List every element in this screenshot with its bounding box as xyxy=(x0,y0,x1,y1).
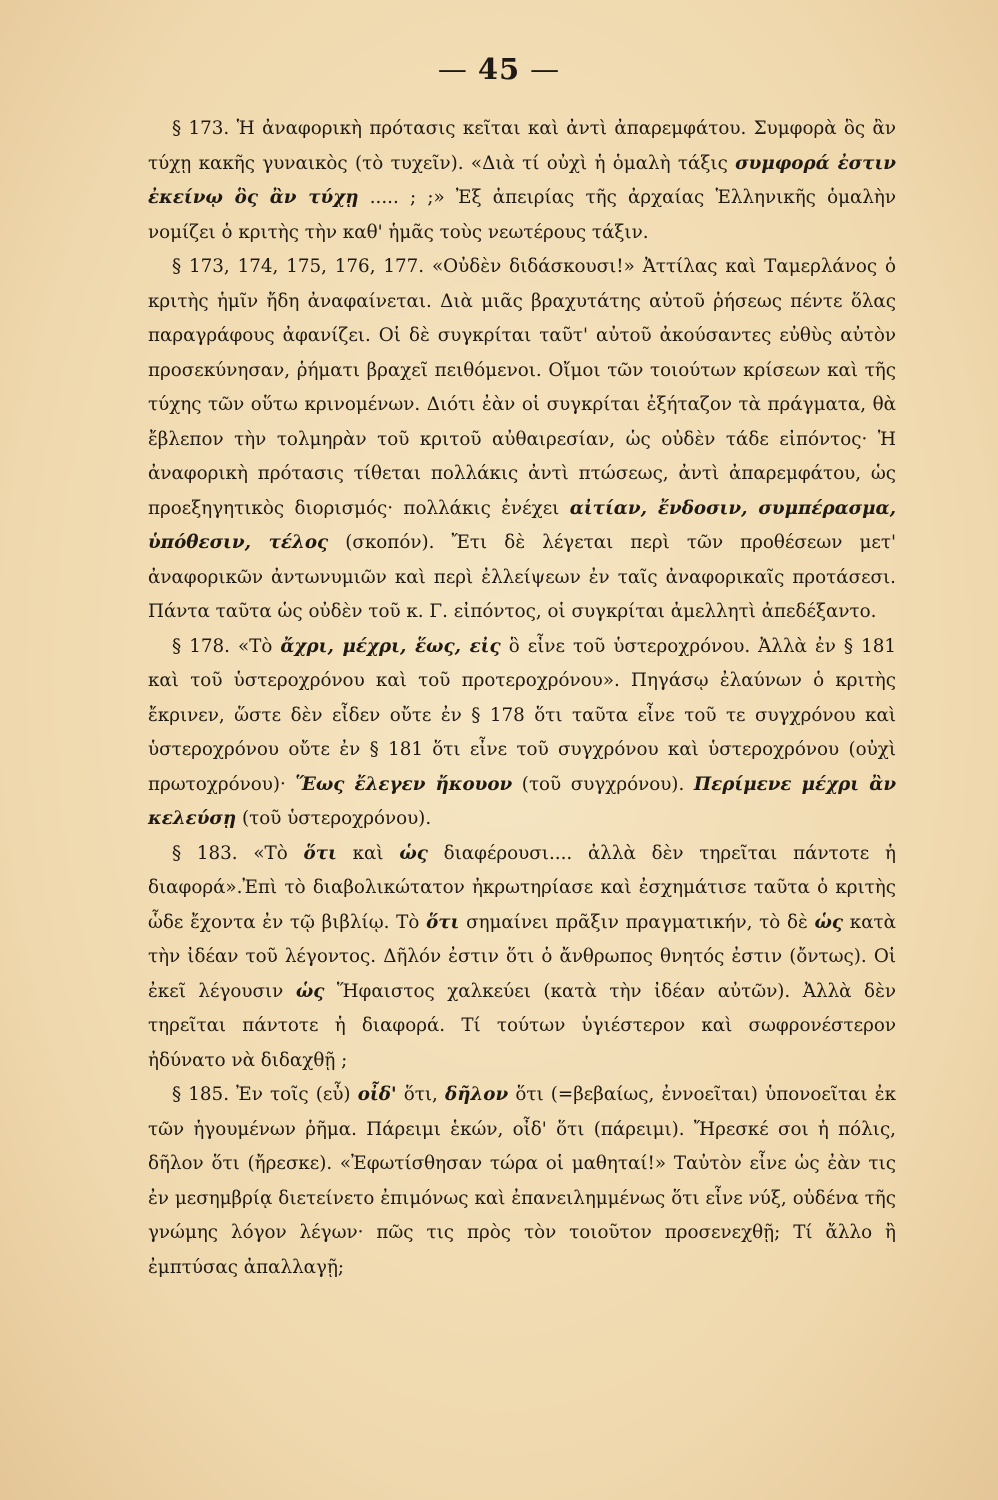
emphasized-text: ὅτι xyxy=(303,842,337,864)
emphasized-text: αἰτίαν, ἔνδοσιν, συμπέρασμα, ὑπόθεσιν, τέλος xyxy=(148,497,896,553)
text-run: (σκοπόν). Ἔτι δὲ λέγεται περὶ τῶν προθέσεων μετ' ἀναφορικῶν ἀντωνυμιῶν καὶ περὶ ἐλλείψεων ἐν ταῖς ἀναφορικαῖς προτάσεσι. Πάντα ταῦτα ὡς οὐδὲν τοῦ κ. Γ. εἰπόντος, οἱ συγκρίται ἀμελλητὶ ἀπεδέξαντο. xyxy=(148,532,896,622)
text-run: διαφέρουσι.... ἀλλὰ δὲν τηρεῖται πάντοτε ἡ διαφορά».Ἐπὶ τὸ διαβολικώτατον ἠκρωτηρίασε καὶ ἐσχημάτισε ταῦτα ὁ κριτὴς ὧδε ἔχοντα ἐν τῷ βιβλίῳ. Τὸ xyxy=(148,842,896,933)
page-number-value: 45 xyxy=(477,52,521,86)
emphasized-text: Ἕως ἔλεγεν ἤκουον xyxy=(295,773,513,795)
text-run: κατὰ τὴν ἰδέαν τοῦ λέγοντος. Δῆλόν ἐστιν ὅτι ὁ ἄνθρωπος θνητός ἐστιν (ὄντως). Οἱ ἐκεῖ λέγουσιν xyxy=(148,911,897,1002)
emphasized-text: ὡς xyxy=(399,842,428,864)
text-run: § 178. «Τὸ xyxy=(172,635,281,657)
emphasized-text: ὡς xyxy=(814,911,844,933)
text-run: § 185. Ἐν τοῖς (εὖ) xyxy=(172,1084,358,1105)
text-run: ὅτι (=βεβαίως, ἐννοεῖται) ὑπονοεῖται ἐκ τῶν ἡγουμένων ῥῆμα. Πάρειμι ἑκών, οἶδ' ὅτι (πάρειμι). Ἤρεσκέ σοι ἡ πόλις, δῆλον ὅτι (ἤρεσκε). «Ἐφωτίσθησαν τώρα οἱ μαθηταί!» Ταὐτὸν εἶνε ὡς ἐὰν τις ἐν μεσημβρίᾳ διετείνετο ἐπιμόνως καὶ ἐπανειλημμένως ὅτι εἶνε νύξ, οὐδένα τῆς γνώμης λόγον λέγων· πῶς τις πρὸς τὸν τοιοῦτον προσενεχθῇ; Τί ἄλλο ἢ ἐμπτύσας ἀπαλλαγῇ; xyxy=(148,1084,896,1278)
text-run: σημαίνει πρᾶξιν πραγματικήν, τὸ δὲ xyxy=(459,911,815,933)
text-run: § 173. Ἡ ἀναφορικὴ πρότασις κεῖται καὶ ἀντὶ ἀπαρεμφάτου. Συμφορὰ ὃς ἂν τύχῃ κακῆς γυναικὸς (τὸ τυχεῖν). «Διὰ τί οὐχὶ ἡ ὁμαλὴ τάξις xyxy=(148,118,896,174)
emphasized-text: συμφορά ἐστιν ἐκείνῳ ὃς ἂν τύχῃ xyxy=(148,152,896,208)
emphasized-text: ὡς xyxy=(295,980,325,1002)
body-text xyxy=(148,112,896,1285)
text-run: § 173, 174, 175, 176, 177. «Οὐδὲν διδάσκουσι!» Ἀττίλας καὶ Ταμερλάνος ὁ κριτὴς ἡμῖν ἤδη ἀναφαίνεται. Διὰ μιᾶς βραχυτάτης αὐτοῦ ῥήσεως πέντε ὅλας παραγράφους ἀφανίζει. Οἱ δὲ συγκρίται ταῦτ' αὐτοῦ ἀκούσαντες εὐθὺς αὐτὸν προσεκύνησαν, ῥήματι βραχεῖ πειθόμενοι. Οἴμοι τῶν τοιούτων κρίσεων καὶ τῆς τύχης τῶν οὕτω κρινομένων. Διότι ἐὰν οἱ συγκρίται ἐξήταζον τὰ πράγματα, θὰ ἔβλεπον τὴν τολμηρὰν τοῦ κριτοῦ αὐθαιρεσίαν, ὡς οὐδὲν τάδε εἰπόντος· Ἡ ἀναφορικὴ πρότασις τίθεται πολλάκις ἀντὶ πτώσεως, ἀντὶ ἀπαρεμφάτου, ὡς προεξηγητικὸς διορισμός· πολλάκις ἐνέχει xyxy=(148,256,896,519)
emphasized-text: δῆλον xyxy=(445,1084,509,1105)
page-number xyxy=(0,52,998,86)
page-number-dash-left: — xyxy=(437,52,468,86)
emphasized-text: ἄχρι, μέχρι, ἕως, εἰς xyxy=(280,635,501,657)
paragraph-p185 xyxy=(148,1078,896,1285)
paragraph-p173-177 xyxy=(148,250,896,630)
emphasized-text: οἶδ' xyxy=(357,1084,397,1105)
text-run: (τοῦ συγχρόνου). xyxy=(512,773,694,795)
emphasized-text: ὅτι xyxy=(426,911,460,933)
text-run: Ἥφαιστος χαλκεύει (κατὰ τὴν ἰδέαν αὐτῶν). Ἀλλὰ δὲν τηρεῖται πάντοτε ἡ διαφορά. Τί τούτων ὑγιέστερον καὶ σωφρονέστερον ἠδύνατο νὰ διδαχθῇ ; xyxy=(148,980,896,1071)
text-run: καὶ xyxy=(336,842,400,864)
paragraph-p173 xyxy=(148,112,896,250)
paragraph-p183 xyxy=(148,837,896,1079)
text-run: ὃ εἶνε τοῦ ὑστεροχρόνου. Ἀλλὰ ἐν § 181 καὶ τοῦ ὑστεροχρόνου καὶ τοῦ προτεροχρόνου». Πηγάσῳ ἐλαύνων ὁ κριτὴς ἔκρινεν, ὥστε δὲν εἶδεν οὔτε ἐν § 178 ὅτι ταῦτα εἶνε τοῦ τε συγχρόνου καὶ ὑστεροχρόνου οὔτε ἐν § 181 ὅτι εἶνε τοῦ συγχρόνου καὶ ὑστεροχρόνου (οὐχὶ πρωτοχρόνου)· xyxy=(148,635,897,795)
page-number-dash-right: — xyxy=(530,52,561,86)
emphasized-text: Περίμενε μέχρι ἂν κελεύσῃ xyxy=(148,773,897,829)
text-run: (τοῦ ὑστεροχρόνου). xyxy=(236,808,432,829)
text-run: ..... ; ;» Ἐξ ἀπειρίας τῆς ἀρχαίας Ἑλληνικῆς ὁμαλὴν νομίζει ὁ κριτὴς τὴν καθ' ἡμᾶς τοὺς νεωτέρους τάξιν. xyxy=(148,187,896,243)
text-run: § 183. «Τὸ xyxy=(172,842,304,864)
paragraph-p178 xyxy=(148,630,896,837)
text-run: ὅτι, xyxy=(396,1084,445,1105)
